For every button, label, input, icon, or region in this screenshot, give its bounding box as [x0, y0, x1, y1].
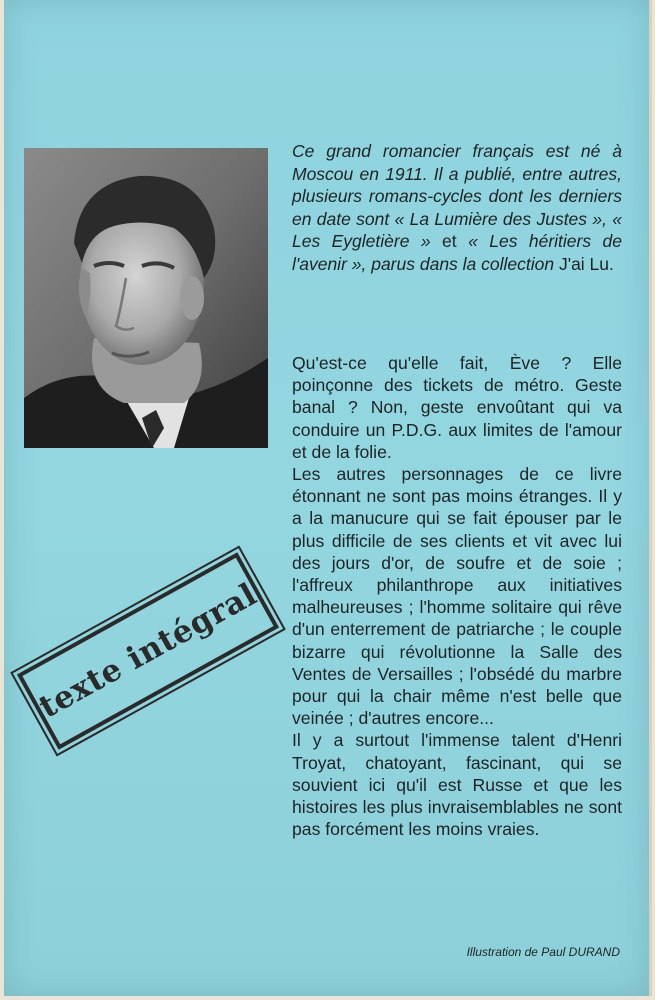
texte-integral-stamp [17, 552, 279, 749]
bio-et: et [442, 231, 457, 251]
stamp-text: texte intégral [33, 576, 263, 726]
bio-published: parus dans la collection [371, 253, 555, 274]
book-blurb [292, 352, 622, 840]
author-bio [292, 140, 622, 275]
author-portrait [24, 148, 268, 448]
bio-collection: J'ai Lu. [554, 253, 614, 274]
illustration-credit: Illustration de Paul DURAND [466, 945, 620, 959]
bio-title3: « Les héritiers de l'avenir », [292, 231, 623, 274]
blurb-paragraph-3: Il y a surtout l'immense talent d'Henri Troyat, chatoyant, fascinant, qui se souvient ici qu'il est Russe et que les histoires les plus invraisemblables ne sont pas forcément les moins vraies. [292, 730, 622, 840]
author-portrait-image [24, 148, 268, 448]
back-cover [4, 0, 652, 996]
blurb-paragraph-1: Qu'est-ce qu'elle fait, Ève ? Elle poinçonne des tickets de métro. Geste banal ? Non, geste envoûtant qui va conduire un P.D.G. aux limites de l'amour et de la folie. [292, 353, 622, 462]
blurb-paragraph-2: Les autres personnages de ce livre étonnant ne sont pas moins étranges. Il y a la manucure qui se fait épouser par le plus difficile de ses clients et vit avec lui des jours d'or, de soufre et de soie ; l'affreux philanthrope aux initiatives malheureuses ; l'homme solitaire qui rêve d'un enterrement de patriarche ; le couple bizarre qui révolutionne la Salle des Ventes de Versailles ; l'obsédé du marbre pour qui la chair même n'est belle que veinée ; d'autres encore... [292, 464, 622, 729]
bio-intro: Ce grand romancier français est né à Moscou en 1911. Il a publié, entre autres, plusieurs romans-cycles dont les derniers en date sont « La Lumière des Justes », « Les Eygletière » [292, 141, 622, 251]
